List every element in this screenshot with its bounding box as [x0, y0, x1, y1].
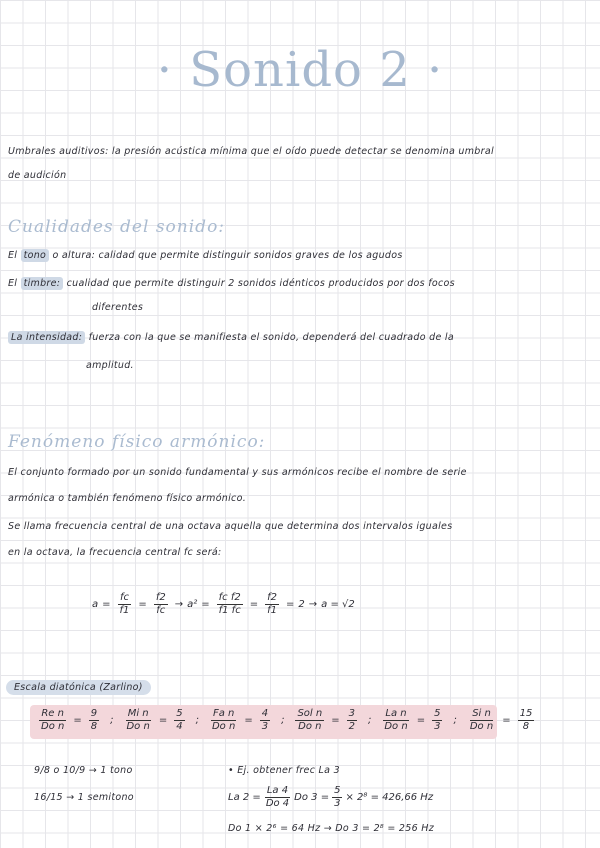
page-title: · Sonido 2 · — [156, 42, 444, 98]
item-intensidad — [8, 332, 454, 343]
eq1-mid: Do 3 = — [294, 792, 330, 803]
item-tono-prefix: El — [8, 250, 18, 261]
frac-num: La 4 — [266, 785, 289, 796]
paragraph-serie-line1: El conjunto formado por un sonido fundamental y sus armónicos recibe el nombre de serie — [8, 467, 467, 478]
item-intensidad-line2: amplitud. — [86, 360, 134, 371]
ratio-note-fraction — [39, 708, 66, 733]
fraction-f2-fc — [154, 592, 168, 617]
eq-a: a — [92, 599, 99, 610]
ratio-separator: ; — [281, 715, 285, 726]
ratio-value-fraction — [89, 708, 99, 733]
keyword-tono: tono — [21, 249, 50, 262]
frac-den: fc — [156, 605, 166, 616]
eq-equals-3: = — [201, 599, 210, 610]
frac-num: Mi n — [127, 708, 149, 719]
ratio-equals: = — [158, 715, 168, 726]
frac-num: 9 — [90, 708, 98, 719]
frac-den: 3 — [261, 721, 269, 732]
equation-frecuencia-central — [92, 592, 355, 617]
frac-num: 5 — [434, 708, 441, 719]
item-intensidad-text: fuerza con la que se manifiesta el sonido, dependerá del cuadrado de la — [88, 332, 454, 343]
scale-label-text: Escala diatónica (Zarlino) — [6, 680, 151, 695]
ratio-note-fraction — [295, 708, 324, 733]
frac-den: Do n — [384, 721, 408, 732]
paragraph-frecuencia-line2: en la octava, la frecuencia central fc será: — [8, 547, 222, 558]
ratio-value-fraction — [518, 708, 535, 733]
arrow-icon: → — [308, 599, 318, 610]
ratio-note-fraction — [382, 708, 409, 733]
frac-num: fc f2 — [218, 592, 241, 603]
ratio-value-fraction — [174, 708, 184, 733]
eq-equals-1: = — [102, 599, 111, 610]
frac-den: f1 — [267, 605, 277, 616]
ratio-separator: ; — [110, 715, 114, 726]
frac-num: Sol n — [297, 708, 323, 719]
ratio-equals: = — [416, 715, 426, 726]
frac-num: 5 — [334, 785, 341, 796]
eq-equals-5: = — [286, 599, 295, 610]
keyword-intensidad: La intensidad: — [8, 331, 85, 344]
ratio-separator: ; — [195, 715, 199, 726]
frac-den: Do n — [126, 721, 150, 732]
example-equation-2: Do 1 × 2⁶ = 64 Hz → Do 3 = 2⁸ = 256 Hz — [228, 823, 435, 834]
eq1-fraction-la — [264, 785, 291, 810]
ratio-note-fraction — [124, 708, 151, 733]
frac-den: 8 — [522, 721, 530, 732]
ratio-value-fraction — [347, 708, 357, 733]
arrow-icon: → — [174, 599, 184, 610]
frac-den: Do n — [41, 721, 65, 732]
frac-num: f2 — [155, 592, 166, 603]
heading-fenomeno: Fenómeno físico armónico: — [8, 432, 266, 452]
eq-equals-4: = — [249, 599, 259, 610]
frac-num: Si n — [472, 708, 491, 719]
frac-den: 2 — [348, 721, 355, 732]
ratio-separator: ; — [367, 715, 372, 726]
ratio-value-fraction — [432, 708, 442, 733]
frac-num: f2 — [267, 592, 277, 603]
eq1-rest: × 2⁸ = 426,66 Hz — [345, 792, 434, 803]
frac-den: 4 — [176, 721, 183, 732]
paragraph-serie-line2: armónica o también fenómeno físico armónico. — [8, 493, 247, 504]
eq-a-squared: a² — [187, 599, 198, 610]
frac-den: Do n — [298, 721, 322, 732]
ratio-equals: = — [244, 715, 253, 726]
frac-num: Fa n — [212, 708, 235, 719]
item-tono — [8, 250, 403, 261]
frac-den: f1 — [119, 605, 130, 616]
frac-den: Do n — [469, 721, 494, 732]
heading-cualidades: Cualidades del sonido: — [8, 217, 226, 237]
item-timbre-text: cualidad que permite distinguir 2 sonidos idénticos producidos por dos focos — [66, 278, 455, 289]
frac-den: Do 4 — [265, 798, 290, 809]
item-tono-text: o altura: calidad que permite distinguir sonidos graves de los agudos — [52, 250, 403, 261]
ratio-equals: = — [73, 715, 82, 726]
frac-den: 8 — [90, 721, 98, 732]
item-timbre-line2: diferentes — [92, 302, 144, 313]
item-timbre-prefix: El — [8, 278, 18, 289]
eq-two: 2 — [298, 599, 305, 610]
eq-result: a = √2 — [321, 599, 355, 610]
scale-label — [6, 682, 151, 693]
item-timbre — [8, 278, 455, 289]
frac-den: Do n — [211, 721, 236, 732]
ratio-equals: = — [331, 715, 340, 726]
frac-num: fc — [119, 592, 129, 603]
fraction-product — [217, 592, 243, 617]
fraction-fc-f1 — [118, 592, 132, 617]
paragraph-frecuencia-line1: Se llama frecuencia central de una octava aquella que determina dos intervalos iguales — [8, 521, 453, 532]
note-semitono: 16/15 → 1 semitono — [34, 792, 134, 803]
frac-num: 4 — [261, 708, 269, 719]
ratio-note-fraction — [210, 708, 237, 733]
frac-num: Re n — [41, 708, 64, 719]
ratio-separator: ; — [453, 715, 457, 726]
example-heading: • Ej. obtener frec La 3 — [228, 765, 340, 776]
paragraph-umbrales-line1: Umbrales auditivos: la presión acústica mínima que el oído puede detectar se denomina umbral — [8, 146, 494, 157]
eq1-fraction-ratio — [332, 785, 342, 810]
ratio-equals: = — [502, 715, 511, 726]
eq1-lhs: La 2 = — [228, 792, 261, 803]
frac-num: 5 — [176, 708, 183, 719]
example-equation-1 — [228, 785, 433, 810]
ratio-list — [36, 708, 537, 733]
ratio-value-fraction — [260, 708, 270, 733]
eq-equals-2: = — [138, 599, 147, 610]
keyword-timbre: timbre: — [21, 277, 64, 290]
fraction-f2-f1 — [265, 592, 279, 617]
frac-num: La n — [385, 708, 407, 719]
frac-den: 3 — [334, 798, 341, 809]
frac-num: 15 — [519, 708, 533, 719]
note-tono: 9/8 o 10/9 → 1 tono — [34, 765, 133, 776]
paragraph-umbrales-line2: de audición — [8, 170, 67, 181]
ratio-note-fraction — [468, 708, 495, 733]
frac-den: f1 fc — [218, 605, 241, 616]
frac-den: 3 — [434, 721, 441, 732]
frac-num: 3 — [348, 708, 355, 719]
